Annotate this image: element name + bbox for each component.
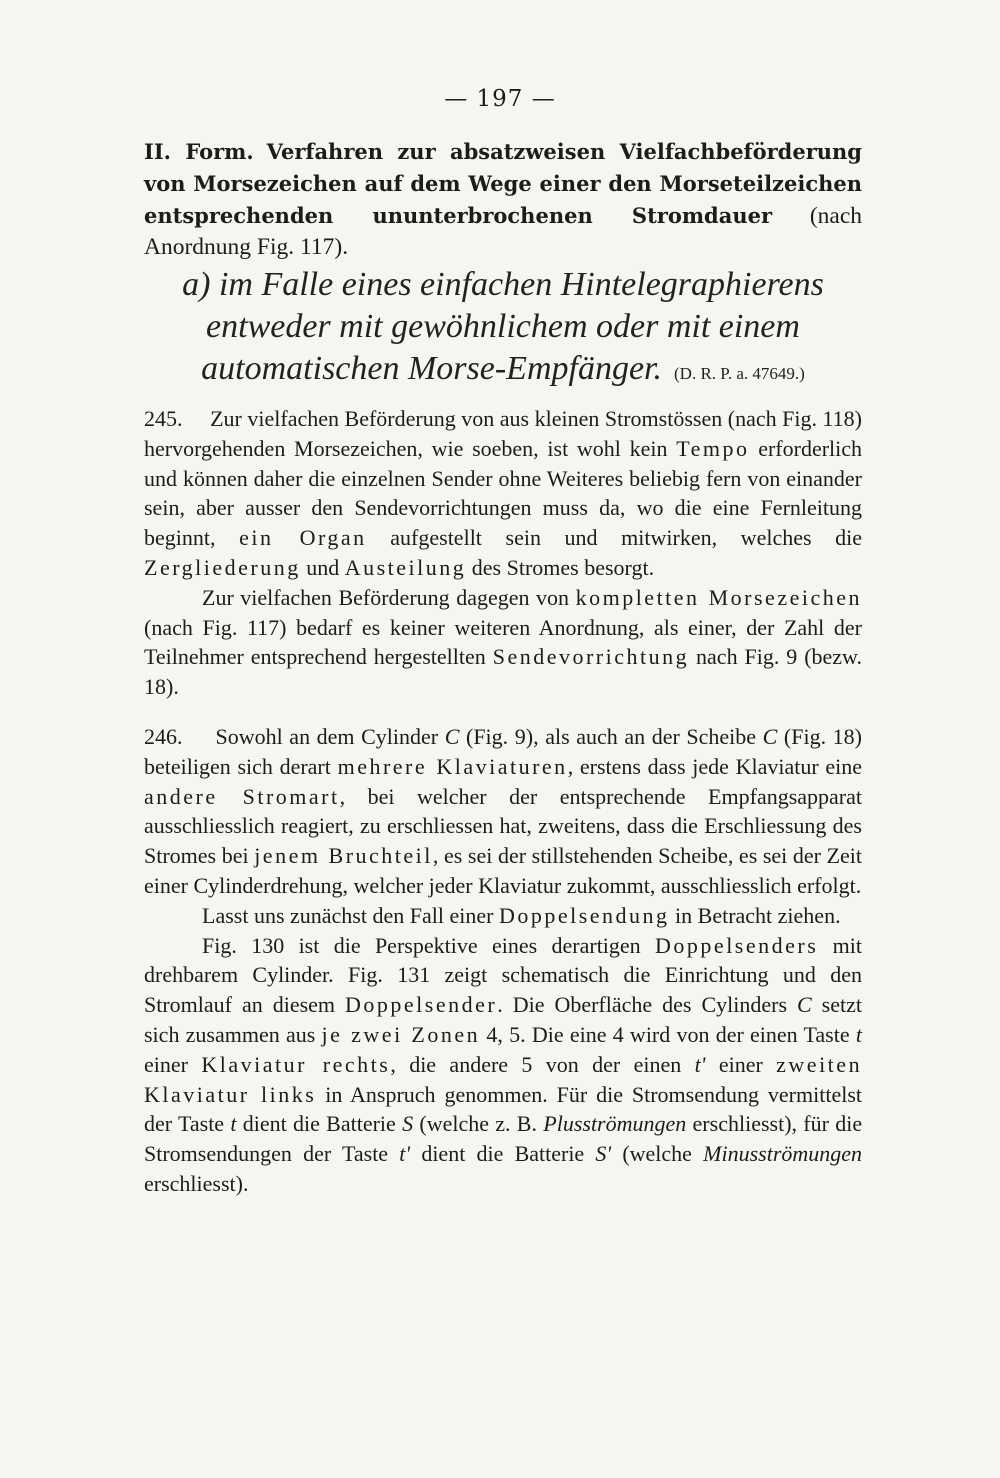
spaced-emphasis: jenem Bruchteil: [254, 843, 433, 869]
text-run: Sowohl an dem Cylinder: [215, 723, 439, 749]
text-run: in Anspruch genommen. Für die Stromsendung vermittelst der Taste: [144, 1081, 862, 1137]
page-number: — 197 —: [444, 86, 556, 112]
heading-title: Verfahren zur absatzweisen Vielfachbeförderung von Morsezeichen auf dem Wege einer den Morseteilzeichen entsprechenden ununterbrochenen Stromdauer: [144, 139, 862, 228]
text-run: erschliesst).: [144, 1170, 249, 1196]
text-run: setzt sich zusammen aus: [144, 992, 862, 1047]
text-run: , es sei der stillstehenden Scheibe, es sei der Zeit einer Cylinderdrehung, welcher jeder Klaviatur zukommt, ausschliesslich erfolgt.: [144, 843, 862, 898]
variable: t': [399, 1141, 411, 1167]
text-run: , die andere 5 von der einen: [390, 1051, 682, 1077]
spaced-emphasis: Klaviatur rechts: [201, 1051, 391, 1077]
spaced-emphasis: Sendevorrichtung: [492, 644, 690, 670]
spaced-emphasis: Tempo: [676, 435, 750, 461]
spaced-emphasis: Zergliederung: [144, 554, 301, 580]
spaced-emphasis: mehrere Klaviaturen: [337, 753, 568, 779]
text-run: dient die Batterie: [421, 1141, 585, 1167]
text-run: aufgestellt sein und mitwirken, welches die: [390, 525, 863, 551]
paragraph-245-1: [144, 404, 862, 583]
variable: t: [230, 1111, 237, 1137]
text-run: erforderlich und können daher die einzelnen Sender ohne Weiteres beliebig fern von einander sein, aber ausser den Sendevorrichtungen muss da, wo die eine Fernleitung beginnt,: [144, 435, 863, 551]
spaced-emphasis: Doppelsendung: [498, 902, 670, 928]
text-run: Zur vielfachen Beförderung von aus kleinen Stromstössen (nach Fig. 118) hervorgehenden Morsezeichen, wie soeben, ist wohl kein: [144, 406, 862, 461]
text-run: Zur vielfachen Beförderung dagegen von: [202, 584, 570, 610]
paragraph-246-3: [144, 931, 862, 1199]
text-run: Fig. 130 ist die Perspektive eines derartigen: [202, 932, 641, 958]
text-run: dient die Batterie: [242, 1111, 396, 1137]
text-run: mit drehbarem Cylinder. Fig. 131 zeigt schematisch die Einrichtung und den Stromlauf an diesem: [144, 932, 862, 1018]
text-run: Lasst uns zunächst den Fall einer: [202, 902, 494, 928]
spaced-emphasis: je zwei Zonen: [321, 1021, 481, 1047]
subheading-text: a) im Falle eines einfachen Hintelegraphierens entweder mit gewöhnlichem oder mit einem automatischen Morse-Empfänger.: [182, 266, 824, 387]
text-run: 4, 5. Die eine 4 wird von der einen Taste: [486, 1021, 850, 1047]
italic-term: Minusströmungen: [703, 1141, 863, 1167]
text-run: (Fig. 18) beteiligen sich derart: [144, 723, 862, 779]
spaced-emphasis: ein Organ: [239, 525, 367, 551]
text-run: (nach Fig. 117) bedarf es keiner weiteren Anordnung, als einer, der Zahl der Teilnehmer entsprechend hergestellten: [144, 614, 862, 670]
text-run: , bei welcher der entsprechende Empfangsapparat ausschliesslich reagiert, zu erschliessen hat, zweitens, dass die Erschliessung des Stromes bei: [144, 783, 862, 869]
section-number-245: 245.: [144, 406, 183, 431]
variable: C: [797, 992, 812, 1018]
patent-reference: (D. R. P. a. 47649.): [674, 364, 805, 383]
text-run: , erstens dass jede Klaviatur eine: [567, 753, 863, 779]
text-run: (welche: [622, 1141, 692, 1167]
spaced-emphasis: zweiten Klaviatur links: [144, 1051, 863, 1107]
text-run: einer: [144, 1051, 188, 1077]
variable: C: [762, 723, 778, 749]
variable: t: [855, 1021, 862, 1047]
variable: C: [444, 723, 460, 749]
text-run: des Stromes besorgt.: [471, 554, 655, 580]
text-run: (welche z. B.: [419, 1111, 537, 1137]
spaced-emphasis: Doppelsenders: [655, 932, 819, 958]
spaced-emphasis: Austeilung: [344, 554, 467, 580]
spaced-emphasis: andere Stromart: [144, 783, 340, 809]
text-run: nach Fig. 9 (bezw. 18).: [144, 644, 863, 700]
paragraph-246-2: [144, 901, 862, 931]
text-run: . Die Oberfläche des Cylinders: [497, 992, 788, 1018]
body-text: [144, 404, 862, 1199]
form-label: II. Form.: [144, 139, 254, 164]
text-run: (Fig. 9), als auch an der Scheibe: [466, 723, 757, 749]
paragraph-246-1: [144, 722, 862, 901]
text-run: und: [306, 554, 340, 580]
section-heading: [144, 136, 862, 263]
paragraph-245-2: [144, 583, 862, 702]
section-number-246: 246.: [144, 723, 183, 749]
text-run: in Betracht ziehen.: [675, 902, 841, 928]
subheading: [144, 264, 862, 395]
spaced-emphasis: Doppelsender: [345, 992, 498, 1018]
variable: S: [402, 1111, 414, 1137]
spaced-emphasis: kompletten Morsezeichen: [575, 584, 862, 610]
text-run: einer: [718, 1051, 763, 1077]
text-run: erschliesst), für die Stromsendungen der Taste: [144, 1111, 863, 1167]
variable: S': [595, 1141, 612, 1167]
heading-suffix: (nach Anordnung Fig. 117).: [144, 203, 862, 260]
variable: t': [694, 1051, 706, 1077]
italic-term: Plusströmungen: [543, 1111, 687, 1137]
